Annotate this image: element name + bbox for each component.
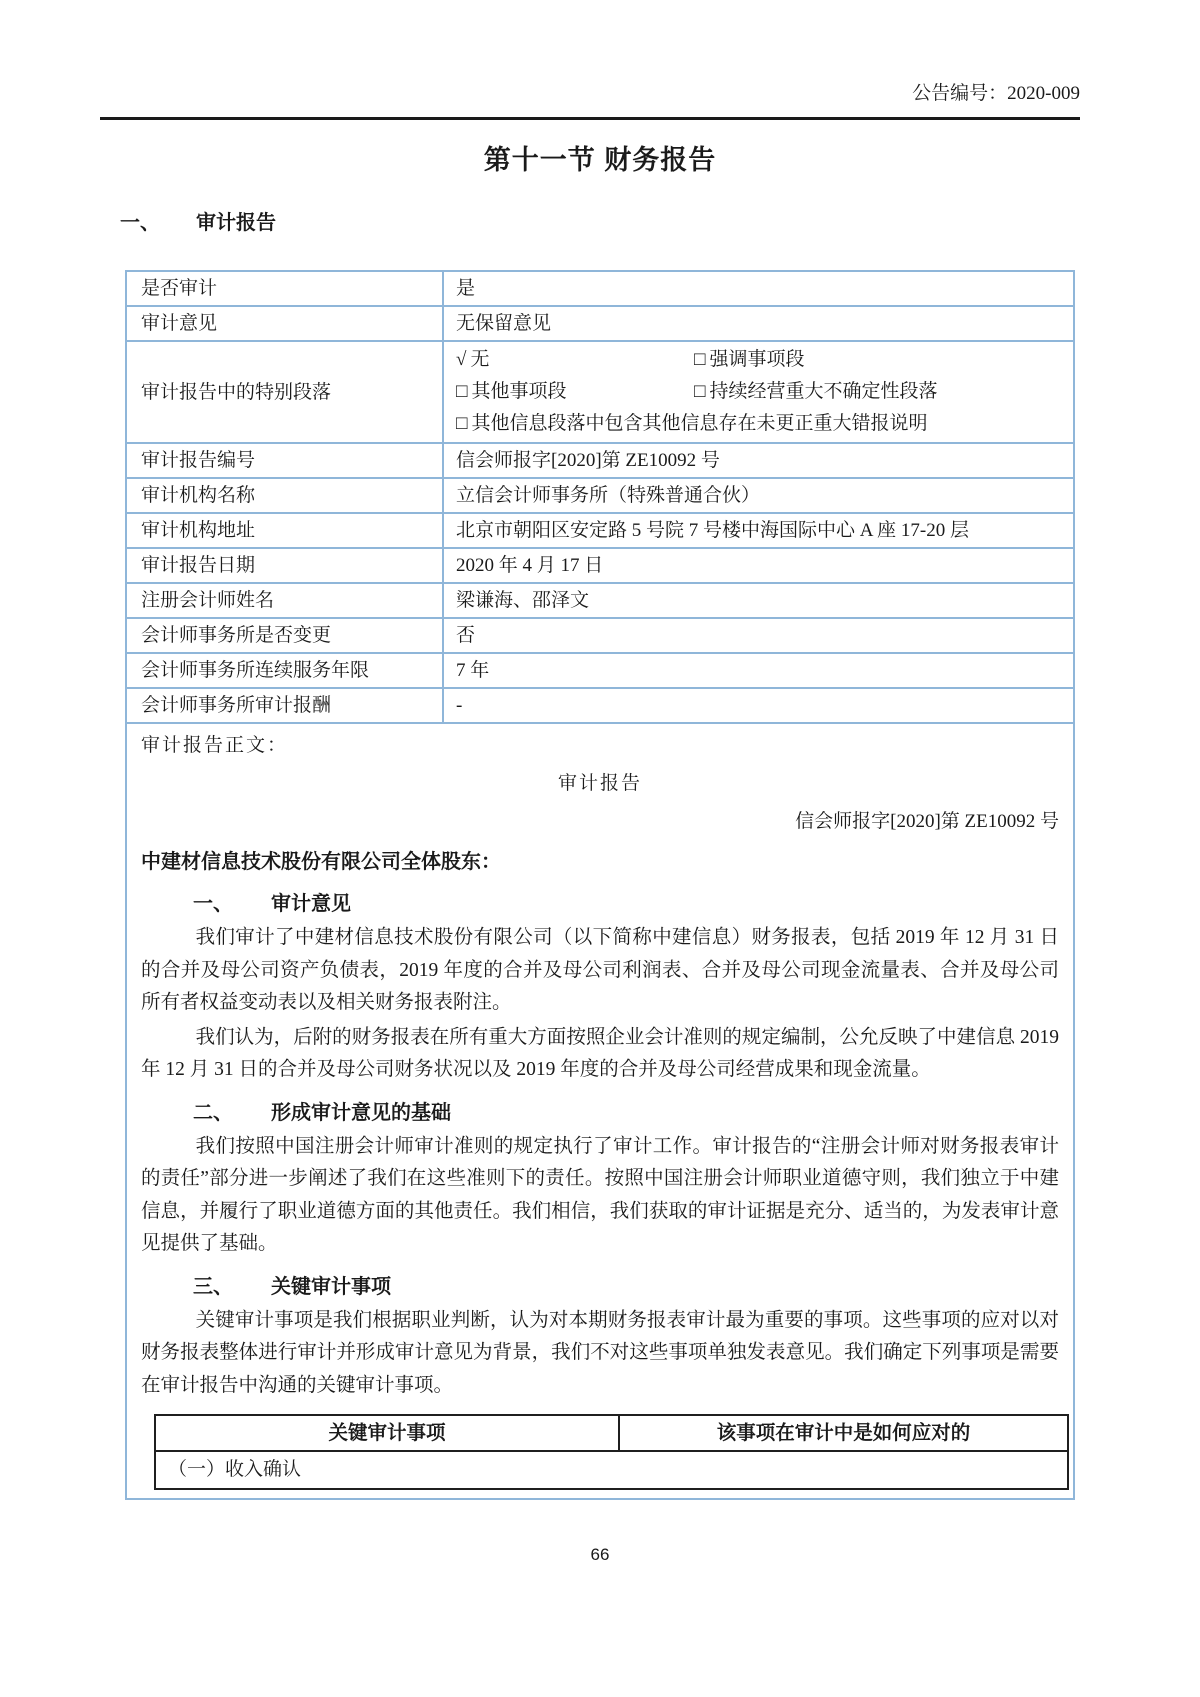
row-label: 会计师事务所连续服务年限 bbox=[126, 653, 443, 688]
report-body-cell bbox=[126, 723, 1074, 1499]
report-section-title: 关键审计事项 bbox=[271, 1275, 391, 1298]
page-number: 66 bbox=[590, 1545, 610, 1564]
table-row-firm-changed bbox=[126, 618, 1074, 653]
report-title: 审计报告 bbox=[557, 773, 642, 794]
option-label: 强调事项段 bbox=[709, 349, 805, 370]
option-going-concern bbox=[694, 376, 1065, 408]
option-label: 其他事项段 bbox=[471, 381, 567, 402]
option-label: 无 bbox=[470, 349, 490, 370]
row-label: 审计机构地址 bbox=[126, 513, 443, 548]
row-value: 是 bbox=[443, 271, 1074, 306]
report-paragraph: 我们审计了中建材信息技术股份有限公司（以下简称中建信息）财务报表，包括 2019 年 12 月 31 日的合并及母公司资产负债表，2019 年度的合并及母公司利润表、合并及母公司现金流量表、合并及母公司所有者权益变动表以及相关财务报表附注。 bbox=[141, 927, 1059, 1013]
report-paragraph: 关键审计事项是我们根据职业判断，认为对本期财务报表审计最为重要的事项。这些事项的应对以对财务报表整体进行审计并形成审计意见为背景，我们不对这些事项单独发表意见。我们确定下列事项是需要在审计报告中沟通的关键审计事项。 bbox=[141, 1309, 1059, 1396]
option-label: 其他信息段落中包含其他信息存在未更正重大错报说明 bbox=[471, 413, 928, 434]
kam-header-matter: 关键审计事项 bbox=[155, 1415, 619, 1451]
row-label: 审计意见 bbox=[126, 306, 443, 341]
kam-header-row bbox=[155, 1415, 1068, 1451]
table-row-audit-fee bbox=[126, 688, 1074, 723]
table-row-report-date bbox=[126, 548, 1074, 583]
table-row-report-number bbox=[126, 443, 1074, 478]
table-row-report-body bbox=[126, 723, 1074, 1499]
row-value: 信会师报字[2020]第 ZE10092 号 bbox=[443, 443, 1074, 478]
option-other-matter bbox=[456, 376, 694, 408]
report-body-label: 审计报告正文： bbox=[141, 735, 289, 756]
table-row-special-paragraphs bbox=[126, 341, 1074, 443]
option-emphasis-of-matter bbox=[694, 344, 1065, 376]
option-other-information bbox=[456, 408, 1065, 440]
checkmark-icon: √ bbox=[456, 349, 467, 370]
table-row-audit-firm-name bbox=[126, 478, 1074, 513]
kam-row-title: （一）收入确认 bbox=[155, 1451, 1068, 1489]
report-section-number: 一、 bbox=[193, 893, 233, 915]
row-label: 会计师事务所审计报酬 bbox=[126, 688, 443, 723]
row-label: 审计报告中的特别段落 bbox=[126, 341, 443, 443]
report-section-heading-opinion bbox=[141, 888, 1059, 920]
row-value: - bbox=[443, 688, 1074, 723]
report-ref-number: 信会师报字[2020]第 ZE10092 号 bbox=[795, 811, 1059, 832]
kam-row-revenue-recognition bbox=[155, 1451, 1068, 1489]
row-label: 是否审计 bbox=[126, 271, 443, 306]
checkbox-empty-icon: □ bbox=[456, 413, 468, 434]
audit-info-table bbox=[125, 270, 1075, 1500]
kam-header-response: 该事项在审计中是如何应对的 bbox=[619, 1415, 1068, 1451]
row-label: 会计师事务所是否变更 bbox=[126, 618, 443, 653]
special-paragraph-options bbox=[456, 344, 1065, 440]
row-value: 无保留意见 bbox=[443, 306, 1074, 341]
doc-header bbox=[100, 78, 1080, 120]
report-paragraph: 我们按照中国注册会计师审计准则的规定执行了审计工作。审计报告的“注册会计师对财务报表审计的责任”部分进一步阐述了我们在这些准则下的责任。按照中国注册会计师职业道德守则，我们独立于中建信息，并履行了职业道德方面的其他责任。我们相信，我们获取的审计证据是充分、适当的，为发表审计意见提供了基础。 bbox=[141, 1135, 1059, 1254]
row-value: 2020 年 4 月 17 日 bbox=[443, 548, 1074, 583]
row-label: 注册会计师姓名 bbox=[126, 583, 443, 618]
row-value: 梁谦海、邵泽文 bbox=[443, 583, 1074, 618]
report-section-title: 形成审计意见的基础 bbox=[271, 1101, 451, 1124]
section-number: 一、 bbox=[120, 212, 160, 234]
row-value bbox=[443, 341, 1074, 443]
report-section-heading-key-audit-matters bbox=[141, 1271, 1059, 1303]
checkbox-empty-icon: □ bbox=[694, 381, 706, 402]
row-label: 审计报告编号 bbox=[126, 443, 443, 478]
report-paragraph: 我们认为，后附的财务报表在所有重大方面按照企业会计准则的规定编制，公允反映了中建信息 2019 年 12 月 31 日的合并及母公司财务状况以及 2019 年度的合并及母公司经营成果和现金流量。 bbox=[141, 1026, 1059, 1080]
table-row-service-years bbox=[126, 653, 1074, 688]
checkbox-empty-icon: □ bbox=[456, 381, 468, 402]
section-heading-audit-report bbox=[120, 206, 276, 235]
option-label: 持续经营重大不确定性段落 bbox=[709, 381, 938, 402]
report-section-number: 三、 bbox=[193, 1275, 233, 1298]
table-row-cpa-names bbox=[126, 583, 1074, 618]
table-row-audited bbox=[126, 271, 1074, 306]
row-label: 审计报告日期 bbox=[126, 548, 443, 583]
row-value: 否 bbox=[443, 618, 1074, 653]
row-value: 北京市朝阳区安定路 5 号院 7 号楼中海国际中心 A 座 17-20 层 bbox=[443, 513, 1074, 548]
table-row-audit-firm-address bbox=[126, 513, 1074, 548]
row-value: 立信会计师事务所（特殊普通合伙） bbox=[443, 478, 1074, 513]
row-label: 审计机构名称 bbox=[126, 478, 443, 513]
report-section-heading-basis bbox=[141, 1097, 1059, 1129]
key-audit-matters-table bbox=[154, 1414, 1069, 1490]
doc-number: 公告编号：2020-009 bbox=[912, 83, 1080, 104]
report-section-number: 二、 bbox=[193, 1101, 233, 1124]
page-title: 第十一节 财务报告 bbox=[483, 145, 717, 175]
option-none bbox=[456, 344, 694, 376]
row-value: 7 年 bbox=[443, 653, 1074, 688]
checkbox-empty-icon: □ bbox=[694, 349, 706, 370]
table-row-audit-opinion bbox=[126, 306, 1074, 341]
section-title: 审计报告 bbox=[196, 212, 276, 234]
report-section-title: 审计意见 bbox=[271, 893, 351, 915]
report-addressee: 中建材信息技术股份有限公司全体股东： bbox=[141, 851, 501, 873]
